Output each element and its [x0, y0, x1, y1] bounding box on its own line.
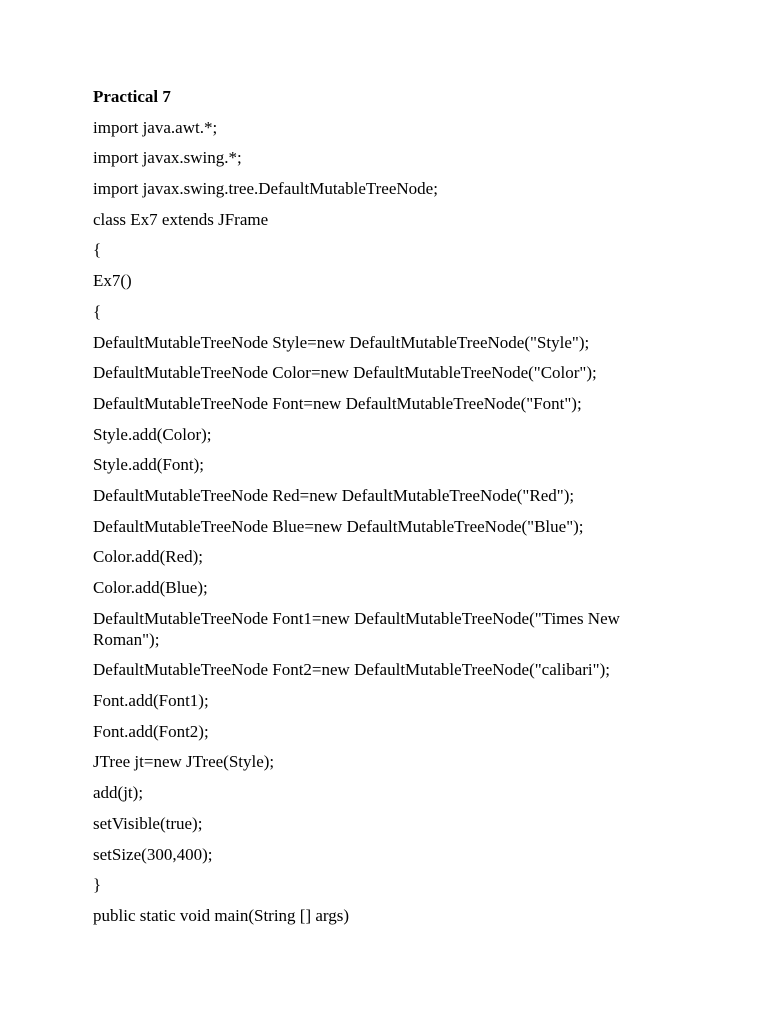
code-line: public static void main(String [] args): [93, 905, 350, 925]
code-line: add(jt);: [93, 783, 144, 803]
code-line: setVisible(true);: [93, 813, 203, 833]
document-body: [93, 86, 693, 936]
document-title: Practical 7: [93, 87, 171, 106]
code-line: class Ex7 extends JFrame: [93, 209, 269, 229]
code-line: }: [93, 875, 102, 895]
code-line: setSize(300,400);: [93, 844, 213, 864]
code-line: import javax.swing.tree.DefaultMutableTreeNode;: [93, 179, 438, 199]
code-line: import javax.swing.*;: [93, 148, 242, 168]
code-line: JTree jt=new JTree(Style);: [93, 752, 275, 772]
code-line: DefaultMutableTreeNode Font1=new DefaultMutableTreeNode("Times New Roman");: [93, 608, 620, 649]
code-line: Style.add(Color);: [93, 424, 212, 444]
code-line: DefaultMutableTreeNode Style=new DefaultMutableTreeNode("Style");: [93, 332, 590, 352]
code-line: DefaultMutableTreeNode Red=new DefaultMutableTreeNode("Red");: [93, 485, 575, 505]
code-line: Ex7(): [93, 271, 132, 291]
code-line: Style.add(Font);: [93, 455, 204, 475]
code-line: Font.add(Font2);: [93, 721, 209, 741]
code-line: Font.add(Font1);: [93, 691, 209, 711]
code-line: DefaultMutableTreeNode Font=new DefaultMutableTreeNode("Font");: [93, 393, 582, 413]
code-line: {: [93, 240, 102, 260]
code-line: Color.add(Red);: [93, 547, 204, 567]
code-line: DefaultMutableTreeNode Blue=new DefaultMutableTreeNode("Blue");: [93, 516, 584, 536]
code-line: {: [93, 301, 102, 321]
code-line: DefaultMutableTreeNode Font2=new DefaultMutableTreeNode("calibari");: [93, 660, 610, 680]
code-line: Color.add(Blue);: [93, 578, 208, 597]
code-line: import java.awt.*;: [93, 117, 218, 137]
code-line: DefaultMutableTreeNode Color=new DefaultMutableTreeNode("Color");: [93, 363, 597, 383]
